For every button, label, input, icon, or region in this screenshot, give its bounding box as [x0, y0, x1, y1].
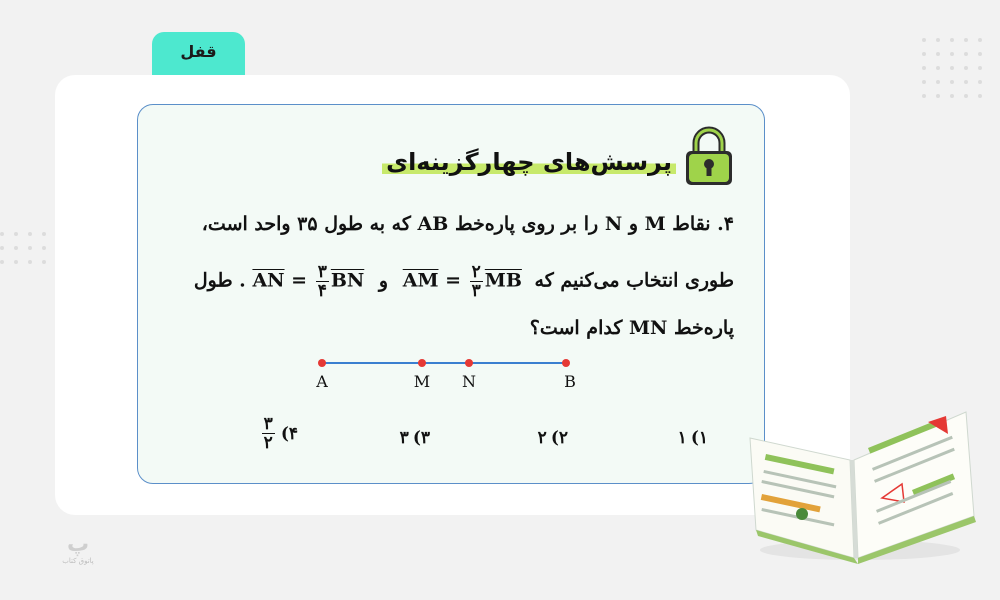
option-4-fraction: $\frac{۳}{۲}$	[263, 414, 273, 453]
option-3[interactable]: ۳) ۳	[399, 428, 430, 448]
point-label-a: A	[316, 372, 328, 391]
question-line-2: طوری انتخاب می‌کنیم که $\overline{AN}$ = $\frac{۳}{۴}$ $\overline{BN}$ و $\overline{AM}$ = $\frac{۲}{۳}$ $\overline{MB}$ . طول	[193, 262, 734, 301]
option-4[interactable]: ۴) $\frac{۳}{۲}$	[263, 414, 298, 453]
point-b	[562, 359, 570, 367]
segment-mb: $\overline{MB}$	[484, 269, 522, 292]
question-line-3: پاره‌خط MN کدام است؟	[529, 317, 734, 339]
brand-logo	[58, 532, 98, 565]
option-1[interactable]: ۱) ۱	[677, 428, 708, 448]
point-label-b: B	[564, 372, 576, 391]
decorative-dots-left	[0, 232, 46, 264]
segment-am: $\overline{AM}$	[402, 269, 439, 292]
fraction-three-quarters: $\frac{۳}{۴}$	[317, 262, 327, 301]
fraction-two-thirds: $\frac{۲}{۳}$	[471, 262, 481, 301]
option-2[interactable]: ۲) ۲	[537, 428, 568, 448]
question-frame	[137, 104, 765, 484]
conjunction-and: و	[378, 269, 389, 292]
segment-an: $\overline{AN}$	[252, 269, 285, 292]
brand-name: پاتوق کتاب	[62, 557, 94, 565]
category-tab[interactable]	[152, 32, 245, 78]
brand-mark: پ	[66, 532, 90, 557]
point-n	[465, 359, 473, 367]
point-label-m: M	[413, 372, 431, 391]
lock-icon	[682, 123, 736, 187]
section-heading	[382, 123, 736, 187]
point-m	[418, 359, 426, 367]
point-a	[318, 359, 326, 367]
section-title: پرسش‌های چهارگزینه‌ای	[382, 148, 676, 176]
segment-bn: $\overline{BN}$	[330, 269, 365, 292]
question-line-2-suffix: . طول	[193, 269, 246, 292]
question-line-2-prefix: طوری انتخاب می‌کنیم که	[534, 269, 734, 292]
segment-diagram	[308, 353, 578, 393]
book-illustration	[742, 398, 978, 572]
point-label-n: N	[462, 372, 476, 391]
question-line-1: ۴. نقاط M و N را بر روی پاره‌خط AB که به طول ۳۵ واحد است،	[201, 213, 734, 235]
category-tab-label: قفل	[180, 42, 217, 61]
decorative-dots-right	[922, 38, 982, 98]
